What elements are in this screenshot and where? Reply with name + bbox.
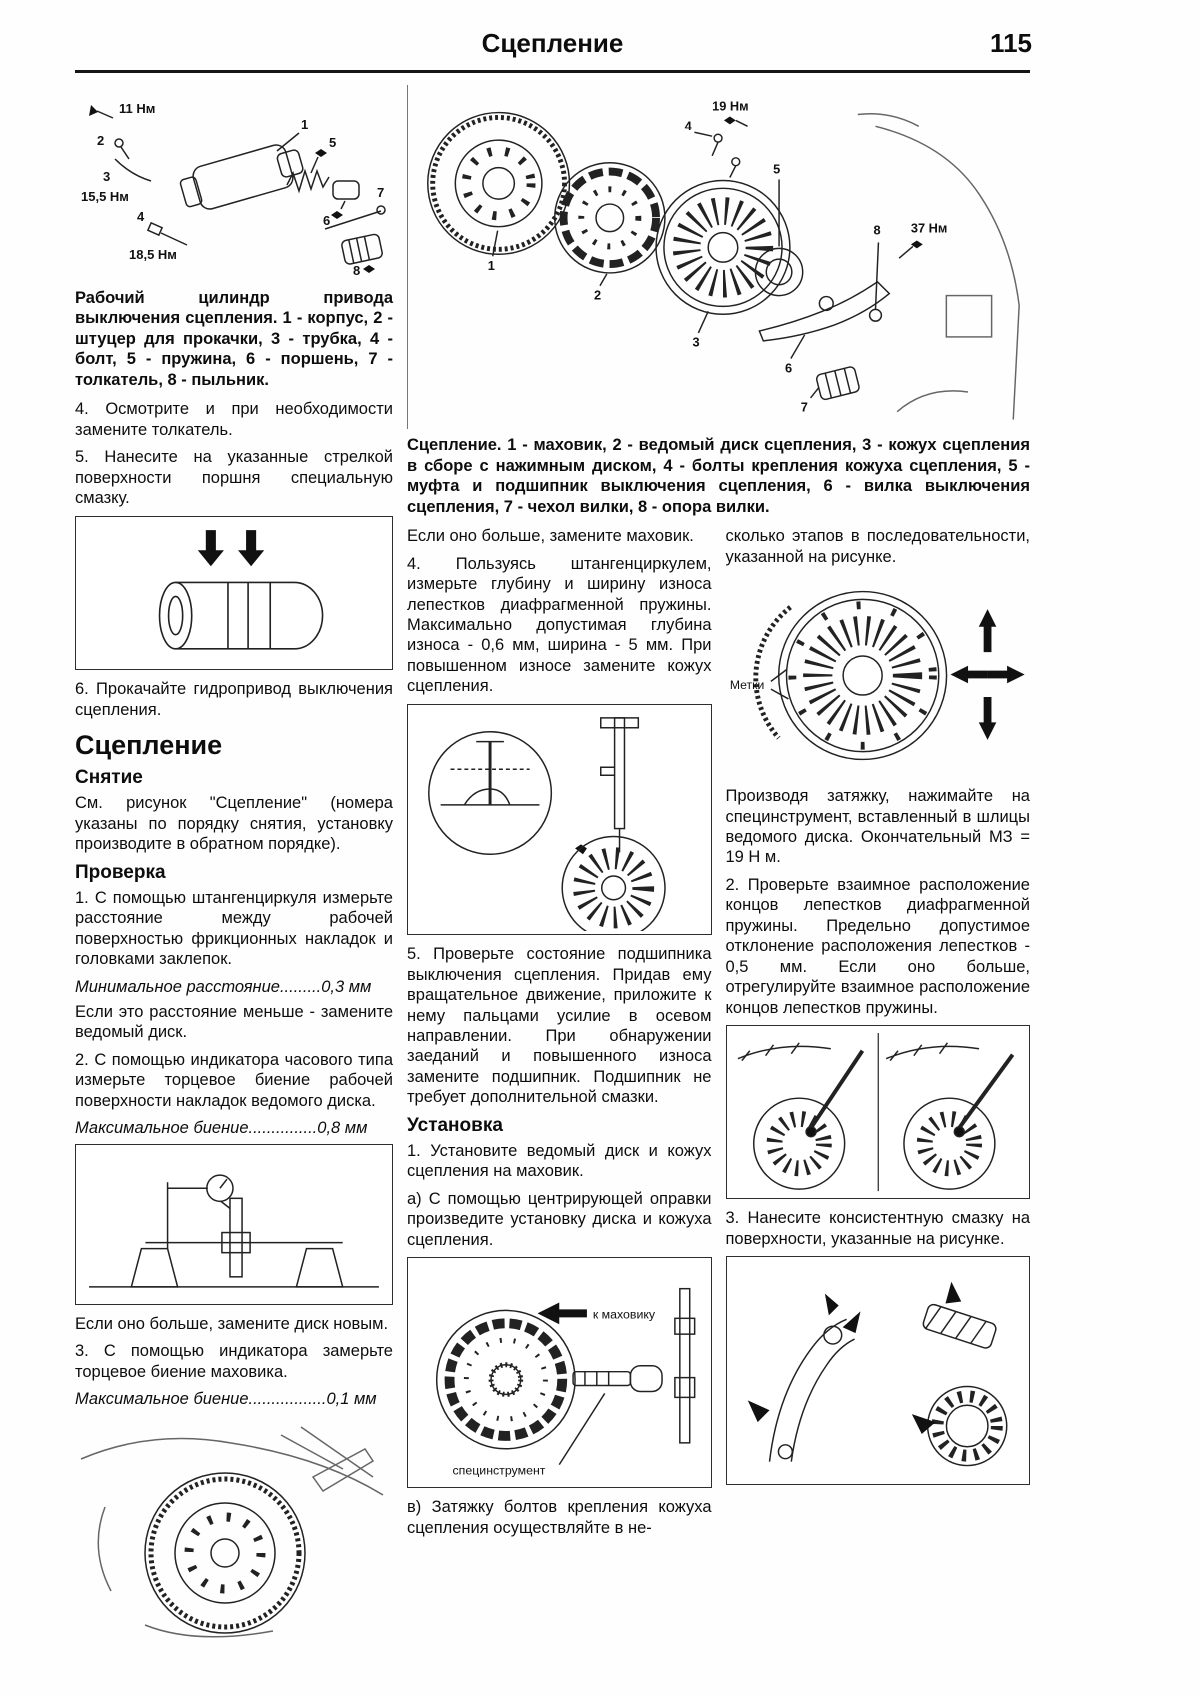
marks-label: Метки: [729, 678, 764, 693]
centering-tool-drawing: [437, 1289, 695, 1465]
torque-11nm-label: 11 Нм: [119, 101, 156, 116]
tightening-drawing: [755, 592, 1024, 760]
step-paragraph: 1. Установите ведомый диск и кожух сцепления на маховик.: [407, 1141, 712, 1181]
torque-185nm-label: 18,5 Нм: [129, 247, 177, 262]
torque-155nm-label: 15,5 Нм: [81, 189, 129, 204]
step-paragraph: в) Затяжку болтов крепления кожуха сцепления осуществляйте в не-: [407, 1498, 712, 1537]
header-rule: [75, 70, 1030, 73]
special-tool-label: специнструмент: [452, 1463, 546, 1478]
figure-slave-cylinder: [75, 89, 393, 279]
exploded-part7-label: 7: [800, 399, 808, 415]
figure-clutch-exploded: [407, 85, 1030, 429]
subheading-removal: Снятие: [75, 767, 143, 789]
part4-label: 4: [137, 209, 145, 224]
page-number: 115: [990, 28, 1032, 58]
left-column: [75, 85, 393, 1652]
step-paragraph: 4. Осмотрите и при необходимости замените толкатель.: [75, 400, 393, 439]
page-header: [75, 26, 1030, 66]
exploded-part5-label: 5: [773, 161, 781, 177]
main-area: [407, 85, 1030, 1545]
step-paragraph: 3. С помощью индикатора замерьте торцевое биение маховика.: [75, 1342, 393, 1381]
section-heading-clutch: Сцепление: [75, 730, 223, 761]
part7-label: 7: [377, 185, 385, 200]
adjust-fingers-drawing: [737, 1033, 1012, 1191]
flywheel-drawing: [81, 1427, 383, 1637]
to-flywheel-label: к маховику: [592, 1307, 656, 1322]
part5-label: 5: [329, 135, 337, 150]
step-paragraph: 5. Нанесите на указанные стрелкой поверхности поршня специальную смазку.: [75, 448, 393, 508]
exploded-part6-label: 6: [784, 360, 793, 376]
figure-tightening-sequence: [726, 574, 1031, 777]
torque-37nm-label: 37 Нм: [910, 220, 948, 236]
step-paragraph: 5. Проверьте состояние подшипника выключения сцепления. Придав ему вращательное движение, приложите к нему пальцами усилие в осевом направлении. При обнаружении заеданий и повышенного износа замените подшипник. Подшипник не требует дополнительной смазки.: [407, 945, 712, 1107]
spec-line-min-distance: Минимальное расстояние.........0,3 мм: [75, 977, 372, 996]
runout-drawing: [89, 1175, 379, 1287]
part2-label: 2: [97, 133, 105, 148]
middle-column: [407, 526, 712, 1545]
spec-line-flywheel-runout: Максимальное биение.................0,1 мм: [75, 1390, 377, 1409]
step-paragraph: а) С помощью центрирующей оправки произведите установку диска и кожуха сцепления.: [407, 1189, 712, 1249]
right-column: [726, 526, 1031, 1494]
step-paragraph: 3. Нанесите консистентную смазку на поверхности, указанные на рисунке.: [725, 1209, 1030, 1248]
step-paragraph: 6. Прокачайте гидропривод выключения сцепления.: [75, 680, 393, 719]
paragraph: сколько этапов в последовательности, указанной на рисунке.: [725, 527, 1030, 566]
caption-clutch-exploded: Сцепление. 1 - маховик, 2 - ведомый диск сцепления, 3 - кожух сцепления в сборе с нажимным диском, 4 - болты крепления кожуха сцепления, 5 - муфта и подшипник выключения сцепления, 6 - вилка выключения сцепления, 7 - чехол вилки, 8 - опора вилки.: [407, 436, 1030, 516]
grease-points-drawing: [747, 1282, 1006, 1466]
figure-grease-points: [726, 1256, 1031, 1485]
figure-centering-tool: [407, 1257, 712, 1488]
part3-label: 3: [103, 169, 111, 184]
exploded-part1-label: 1: [487, 257, 495, 273]
figure-piston-grease: [75, 516, 393, 671]
exploded-part8-label: 8: [873, 222, 881, 238]
figure-flywheel: [75, 1415, 393, 1643]
paragraph: Производя затяжку, нажимайте на специнструмент, вставленный в шлицы ведомого диска. Окончательный МЗ = 19 Н м.: [725, 787, 1030, 867]
caliper-drawing: [429, 718, 665, 931]
part6-label: 6: [323, 213, 331, 228]
paragraph: Если оно больше, замените маховик.: [407, 527, 694, 546]
step-paragraph: 1. С помощью штангенциркуля измерьте расстояние между рабочей поверхностью фрикционных накладок и головками заклепок.: [75, 888, 393, 969]
caption-slave-cylinder: Рабочий цилиндр привода выключения сцепления. 1 - корпус, 2 - штуцер для прокачки, 3 - трубка, 4 - болт, 5 - пружина, 6 - поршень, 7 - толкатель, 8 - пыльник.: [75, 289, 393, 389]
part8-label: 8: [353, 263, 361, 278]
subheading-install: Установка: [407, 1114, 503, 1136]
page-title: Сцепление: [481, 28, 624, 58]
step-paragraph: 2. С помощью индикатора часового типа измерьте торцевое биение рабочей поверхности накладок ведомого диска.: [75, 1050, 393, 1110]
spec-line-disc-runout: Максимальное биение...............0,8 мм: [75, 1119, 368, 1138]
part1-label: 1: [301, 117, 309, 132]
figure-adjust-fingers: [726, 1025, 1031, 1199]
figure-caliper-spring: [407, 704, 712, 935]
paragraph: См. рисунок "Сцепление" (номера указаны по порядку снятия, установку производите в обратном порядке).: [75, 794, 393, 854]
clutch-exploded-drawing: [428, 113, 1019, 420]
subheading-check: Проверка: [75, 861, 166, 883]
paragraph: Если это расстояние меньше - замените ведомый диск.: [75, 1003, 393, 1042]
exploded-part4-label: 4: [684, 118, 692, 134]
torque-19nm-label: 19 Нм: [712, 98, 749, 114]
step-paragraph: 4. Пользуясь штангенциркулем, измерьте глубину и ширину износа лепестков диафрагменной пружины. Максимально допустимая глубина износа - 0,6 мм, ширина - 5 мм. При повышенном износе замените кожух сцепления.: [407, 554, 712, 696]
paragraph: Если оно больше, замените диск новым.: [75, 1314, 389, 1333]
exploded-part2-label: 2: [594, 287, 602, 303]
exploded-part3-label: 3: [692, 334, 700, 350]
piston-drawing: [160, 530, 323, 649]
step-paragraph: 2. Проверьте взаимное расположение концов лепестков диафрагменной пружины. Предельно допустимое отклонение расположения лепестков - 0,5 мм. Если оно больше, отрегулируйте взаимное расположение концов лепестков пружины.: [725, 875, 1030, 1017]
figure-runout-measurement: [75, 1144, 393, 1305]
